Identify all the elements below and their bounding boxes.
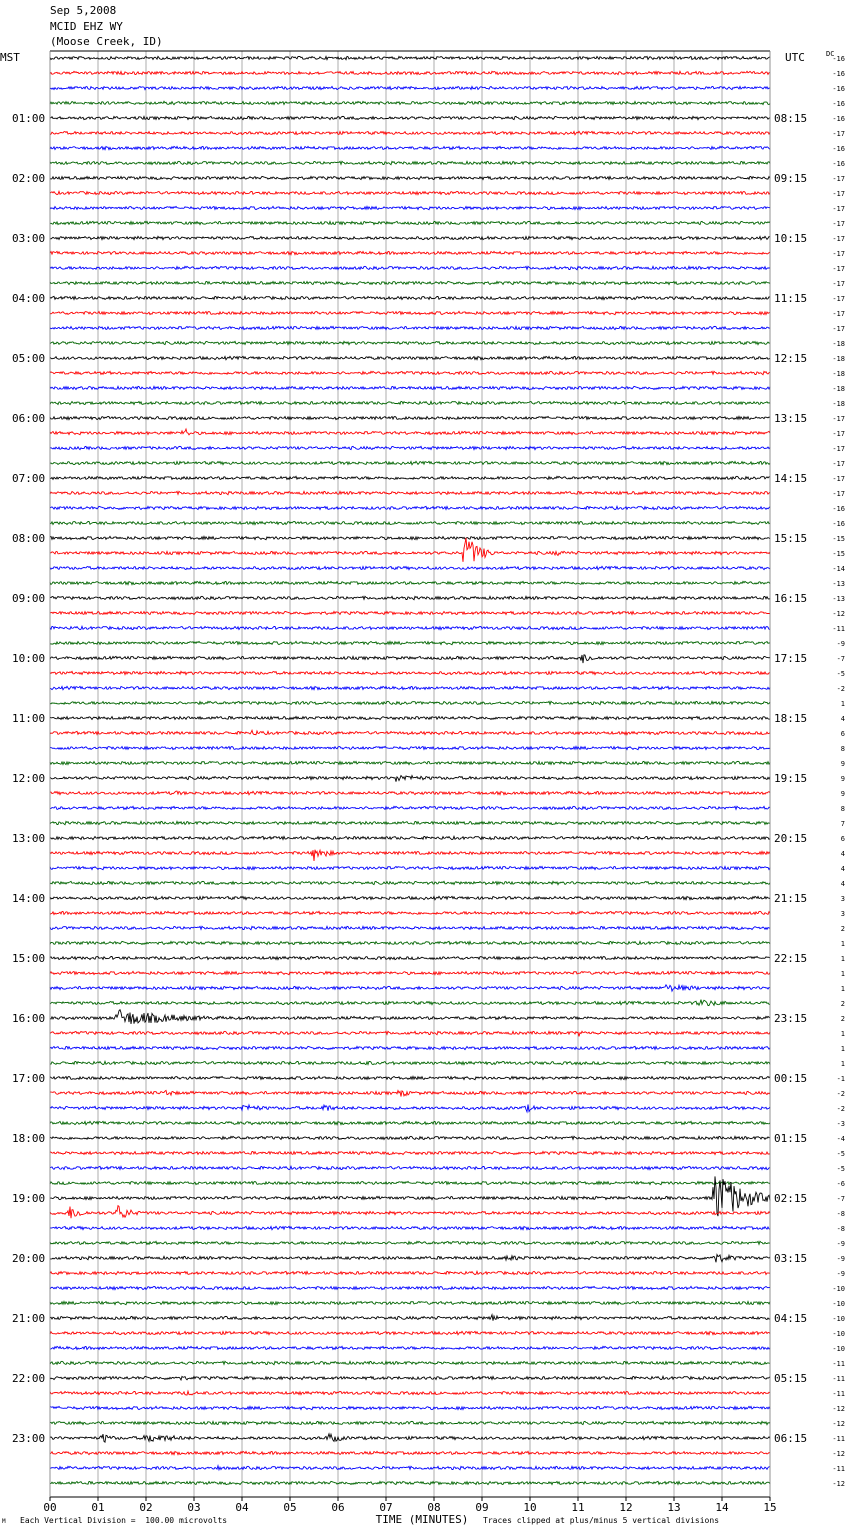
left-hour-label: 08:00: [12, 532, 46, 545]
dc-offset-label: -17: [832, 265, 845, 273]
dc-offset-label: -17: [832, 250, 845, 258]
seismic-trace: [50, 671, 770, 674]
dc-offset-label: -17: [832, 430, 845, 438]
dc-offset-label: 3: [840, 895, 845, 903]
right-hour-label: 06:15: [774, 1432, 808, 1445]
left-hour-label: 22:00: [12, 1372, 46, 1385]
dc-offset-label: -16: [832, 85, 845, 93]
station-location: (Moose Creek, ID): [50, 35, 163, 48]
x-tick-label: 04: [235, 1501, 249, 1514]
dc-offset-label: -14: [832, 565, 845, 573]
seismic-trace: [50, 416, 770, 419]
seismic-trace: [50, 1361, 770, 1364]
left-hour-label: 09:00: [12, 592, 46, 605]
dc-offset-label: 4: [840, 715, 845, 723]
x-tick-label: 14: [715, 1501, 729, 1514]
dc-offset-label: -12: [832, 1405, 845, 1413]
dc-offset-label: -9: [836, 1270, 845, 1278]
x-tick-label: 15: [763, 1501, 777, 1514]
dc-offset-label: 1: [840, 1060, 845, 1068]
seismic-trace: [50, 206, 770, 209]
dc-offset-label: -6: [836, 1180, 845, 1188]
scale-note: Each Vertical Division = 100.00 microvolts: [20, 1516, 228, 1525]
plot-date: Sep 5,2008: [50, 4, 117, 17]
seismic-trace: [50, 730, 770, 734]
left-hour-label: 05:00: [12, 352, 46, 365]
dc-offset-label: 9: [840, 760, 845, 768]
seismic-trace: [50, 161, 770, 164]
seismic-trace: [50, 1481, 770, 1484]
dc-offset-label: -11: [832, 1360, 845, 1368]
dc-offset-label: -16: [832, 115, 845, 123]
station-code: MCID EHZ WY: [50, 20, 123, 33]
seismic-trace: [50, 341, 770, 344]
left-hour-label: 07:00: [12, 472, 46, 485]
seismic-trace: [50, 1391, 770, 1395]
dc-offset-label: -2: [836, 685, 845, 693]
seismic-trace: [50, 1255, 770, 1263]
right-timezone-label: UTC: [785, 51, 805, 64]
seismic-trace: [50, 87, 770, 90]
seismic-trace: [50, 461, 770, 464]
dc-offset-label: -18: [832, 385, 845, 393]
clip-note: Traces clipped at plus/minus 5 vertical divisions: [483, 1516, 720, 1525]
dc-offset-label: -10: [832, 1330, 845, 1338]
seismic-trace: [50, 821, 770, 824]
dc-offset-label: 8: [840, 805, 845, 813]
seismic-trace: [50, 1271, 770, 1274]
seismic-trace: [50, 296, 770, 299]
seismic-trace: [50, 1000, 770, 1006]
seismic-trace: [50, 1151, 770, 1154]
seismic-trace: [50, 956, 770, 959]
dc-offset-label: 1: [840, 700, 845, 708]
seismic-trace: [50, 1451, 770, 1454]
axis-labels: [0, 50, 845, 1526]
dc-offset-label: -12: [832, 1480, 845, 1488]
dc-offset-label: -16: [832, 145, 845, 153]
dc-offset-label: -15: [832, 535, 845, 543]
right-hour-label: 16:15: [774, 592, 808, 605]
seismic-trace: [50, 641, 770, 644]
dc-offset-label: -17: [832, 130, 845, 138]
seismic-trace: [50, 686, 770, 689]
seismic-trace: [50, 776, 770, 782]
dc-offset-label: -18: [832, 340, 845, 348]
seismic-trace: [50, 1286, 770, 1289]
seismic-trace: [50, 491, 770, 494]
seismic-trace: [50, 506, 770, 509]
dc-offset-label: 4: [840, 850, 845, 858]
dc-offset-label: 9: [840, 790, 845, 798]
dc-offset-label: -17: [832, 220, 845, 228]
seismic-trace: [50, 1434, 770, 1442]
dc-offset-label: -12: [832, 1450, 845, 1458]
right-hour-label: 15:15: [774, 532, 808, 545]
seismic-trace: [50, 655, 770, 663]
x-tick-label: 02: [139, 1501, 153, 1514]
seismic-trace: [50, 1061, 770, 1064]
dc-offset-label: -17: [832, 175, 845, 183]
dc-offset-label: -16: [832, 55, 845, 63]
left-hour-label: 10:00: [12, 652, 46, 665]
right-hour-label: 19:15: [774, 772, 808, 785]
seismic-traces: [50, 56, 770, 1484]
dc-offset-label: -18: [832, 370, 845, 378]
seismic-trace: [50, 476, 770, 479]
seismic-trace: [50, 596, 770, 599]
seismic-trace: [50, 1181, 770, 1184]
right-hour-label: 12:15: [774, 352, 808, 365]
dc-offset-label: 1: [840, 1030, 845, 1038]
x-tick-label: 01: [91, 1501, 105, 1514]
left-hour-label: 13:00: [12, 832, 46, 845]
right-hour-label: 21:15: [774, 892, 808, 905]
seismic-trace: [50, 926, 770, 929]
dc-offset-label: 8: [840, 745, 845, 753]
left-hour-label: 23:00: [12, 1432, 46, 1445]
seismic-trace: [50, 1226, 770, 1229]
left-timezone-label: MST: [0, 51, 20, 64]
right-hour-label: 00:15: [774, 1072, 808, 1085]
seismic-trace: [50, 850, 770, 861]
seismic-trace: [50, 911, 770, 914]
dc-offset-label: -11: [832, 625, 845, 633]
dc-offset-label: 7: [840, 820, 845, 828]
dc-offset-label: 2: [840, 1015, 845, 1023]
seismic-trace: [50, 806, 770, 809]
x-tick-label: 03: [187, 1501, 201, 1514]
seismic-trace: [50, 1406, 770, 1409]
seismic-trace: [50, 1090, 770, 1096]
seismic-trace: [50, 896, 770, 899]
left-hour-label: 16:00: [12, 1012, 46, 1025]
dc-offset-label: -17: [832, 235, 845, 243]
seismic-trace: [50, 326, 770, 329]
dc-offset-label: -17: [832, 490, 845, 498]
seismic-trace: [50, 701, 770, 704]
dc-offset-label: -10: [832, 1300, 845, 1308]
dc-offset-label: 1: [840, 940, 845, 948]
seismic-trace: [50, 1315, 770, 1321]
seismic-trace: [50, 221, 770, 224]
seismic-trace: [50, 1301, 770, 1304]
dc-offset-label: 4: [840, 865, 845, 873]
dc-offset-label: -1: [836, 1075, 845, 1083]
seismic-trace: [50, 1331, 770, 1334]
seismic-trace: [50, 236, 770, 239]
right-hour-label: 10:15: [774, 232, 808, 245]
x-tick-label: 08: [427, 1501, 441, 1514]
dc-offset-label: 2: [840, 1000, 845, 1008]
dc-offset-label: -16: [832, 100, 845, 108]
seismic-trace: [50, 1121, 770, 1124]
right-hour-label: 04:15: [774, 1312, 808, 1325]
seismic-trace: [50, 266, 770, 269]
seismic-trace: [50, 581, 770, 584]
seismic-trace: [50, 941, 770, 944]
dc-offset-label: -12: [832, 610, 845, 618]
dc-offset-label: -9: [836, 640, 845, 648]
dc-offset-label: -11: [832, 1375, 845, 1383]
x-tick-label: 13: [667, 1501, 681, 1514]
left-hour-label: 14:00: [12, 892, 46, 905]
seismic-trace: [50, 191, 770, 194]
dc-offset-label: -17: [832, 445, 845, 453]
seismic-trace: [50, 866, 770, 869]
corner-mark: M: [2, 1518, 6, 1525]
seismic-trace: [50, 626, 770, 629]
seismic-trace: [50, 56, 770, 59]
seismic-trace: [50, 536, 770, 539]
seismic-trace: [50, 116, 770, 119]
seismic-trace: [50, 311, 770, 314]
seismic-trace: [50, 1031, 770, 1036]
seismic-trace: [50, 401, 770, 404]
dc-offset-label: 6: [840, 835, 845, 843]
dc-offset-label: -9: [836, 1240, 845, 1248]
dc-offset-label: -5: [836, 1150, 845, 1158]
left-hour-label: 03:00: [12, 232, 46, 245]
dc-offset-label: -16: [832, 505, 845, 513]
dc-offset-label: -3: [836, 1120, 845, 1128]
dc-offset-label: -10: [832, 1345, 845, 1353]
seismic-trace: [50, 985, 770, 991]
right-hour-label: 20:15: [774, 832, 808, 845]
seismic-trace: [50, 1010, 770, 1024]
dc-offset-label: -5: [836, 670, 845, 678]
right-hour-label: 01:15: [774, 1132, 808, 1145]
right-hour-label: 05:15: [774, 1372, 808, 1385]
left-hour-label: 11:00: [12, 712, 46, 725]
right-hour-label: 17:15: [774, 652, 808, 665]
seismic-trace: [50, 538, 770, 562]
seismic-trace: [50, 71, 770, 74]
seismic-trace: [50, 566, 770, 569]
dc-offset-label: -17: [832, 205, 845, 213]
right-hour-label: 08:15: [774, 112, 808, 125]
seismic-trace: [50, 146, 770, 149]
right-hour-label: 23:15: [774, 1012, 808, 1025]
dc-offset-label: -17: [832, 415, 845, 423]
dc-offset-label: -18: [832, 400, 845, 408]
left-hour-label: 19:00: [12, 1192, 46, 1205]
dc-offset-label: -17: [832, 280, 845, 288]
dc-offset-label: -12: [832, 1420, 845, 1428]
seismic-trace: [50, 371, 770, 374]
dc-offset-label: -13: [832, 595, 845, 603]
right-hour-label: 18:15: [774, 712, 808, 725]
seismic-trace: [50, 1206, 770, 1219]
seismic-trace: [50, 356, 770, 359]
seismic-trace: [50, 791, 770, 795]
dc-offset-label: -17: [832, 460, 845, 468]
seismic-trace: [50, 1105, 770, 1112]
dc-offset-label: -8: [836, 1210, 845, 1218]
dc-offset-label: 9: [840, 775, 845, 783]
dc-offset-label: 1: [840, 985, 845, 993]
dc-offset-label: -2: [836, 1090, 845, 1098]
x-tick-label: 10: [523, 1501, 537, 1514]
dc-offset-label: -18: [832, 355, 845, 363]
right-hour-label: 02:15: [774, 1192, 808, 1205]
x-tick-label: 06: [331, 1501, 345, 1514]
dc-offset-label: 1: [840, 970, 845, 978]
dc-offset-label: -17: [832, 190, 845, 198]
seismic-trace: [50, 1166, 770, 1169]
seismic-trace: [50, 521, 770, 524]
x-tick-label: 07: [379, 1501, 393, 1514]
seismic-trace: [50, 281, 770, 284]
seismic-trace: [50, 1076, 770, 1079]
left-hour-label: 18:00: [12, 1132, 46, 1145]
dc-offset-label: -17: [832, 295, 845, 303]
dc-offset-label: -11: [832, 1435, 845, 1443]
seismic-trace: [50, 251, 770, 254]
left-hour-label: 17:00: [12, 1072, 46, 1085]
dc-offset-label: 3: [840, 910, 845, 918]
seismic-trace: [50, 971, 770, 974]
seismic-trace: [50, 386, 770, 389]
left-hour-label: 04:00: [12, 292, 46, 305]
seismic-trace: [50, 1466, 770, 1470]
left-hour-label: 02:00: [12, 172, 46, 185]
dc-offset-label: 1: [840, 1045, 845, 1053]
left-hour-label: 01:00: [12, 112, 46, 125]
right-hour-label: 03:15: [774, 1252, 808, 1265]
dc-offset-label: -10: [832, 1315, 845, 1323]
x-tick-label: 09: [475, 1501, 489, 1514]
seismic-trace: [50, 429, 770, 435]
dc-offset-label: -7: [836, 655, 845, 663]
left-hour-label: 21:00: [12, 1312, 46, 1325]
seismic-trace: [50, 446, 770, 449]
dc-offset-label: -7: [836, 1195, 845, 1203]
dc-offset-label: -4: [836, 1135, 845, 1143]
seismic-trace: [50, 176, 770, 179]
x-tick-label: 05: [283, 1501, 297, 1514]
dc-offset-label: -13: [832, 580, 845, 588]
seismic-trace: [50, 716, 770, 719]
dc-offset-label: -17: [832, 325, 845, 333]
x-tick-label: 12: [619, 1501, 633, 1514]
seismic-trace: [50, 1376, 770, 1380]
seismic-trace: [50, 1136, 770, 1139]
dc-offset-label: -11: [832, 1390, 845, 1398]
seismic-trace: [50, 131, 770, 134]
right-hour-label: 11:15: [774, 292, 808, 305]
dc-offset-label: -10: [832, 1285, 845, 1293]
dc-offset-label: -16: [832, 520, 845, 528]
x-tick-label: 00: [43, 1501, 57, 1514]
seismic-trace: [50, 881, 770, 884]
left-hour-label: 12:00: [12, 772, 46, 785]
dc-offset-label: -16: [832, 160, 845, 168]
dc-offset-label: -15: [832, 550, 845, 558]
dc-offset-label: -16: [832, 70, 845, 78]
seismic-trace: [50, 836, 770, 839]
right-hour-label: 13:15: [774, 412, 808, 425]
seismic-trace: [50, 1421, 770, 1424]
dc-offset-label: -11: [832, 1465, 845, 1473]
dc-offset-label: 4: [840, 880, 845, 888]
seismic-trace: [50, 746, 770, 749]
seismic-trace: [50, 611, 770, 614]
dc-offset-label: 6: [840, 730, 845, 738]
dc-offset-label: -17: [832, 475, 845, 483]
dc-label: DC: [826, 50, 835, 58]
seismic-trace: [50, 1346, 770, 1349]
dc-offset-label: -2: [836, 1105, 845, 1113]
left-hour-label: 15:00: [12, 952, 46, 965]
right-hour-label: 22:15: [774, 952, 808, 965]
dc-offset-label: -8: [836, 1225, 845, 1233]
dc-offset-label: -17: [832, 310, 845, 318]
right-hour-label: 14:15: [774, 472, 808, 485]
right-hour-label: 09:15: [774, 172, 808, 185]
dc-offset-label: -5: [836, 1165, 845, 1173]
dc-offset-label: 1: [840, 955, 845, 963]
x-tick-label: 11: [571, 1501, 585, 1514]
left-hour-label: 20:00: [12, 1252, 46, 1265]
seismic-trace: [50, 1241, 770, 1244]
dc-offset-label: -9: [836, 1255, 845, 1263]
left-hour-label: 06:00: [12, 412, 46, 425]
seismic-trace: [50, 761, 770, 764]
seismic-trace: [50, 1046, 770, 1049]
x-axis-label: TIME (MINUTES): [375, 1513, 469, 1526]
dc-offset-label: 2: [840, 925, 845, 933]
seismic-trace: [50, 101, 770, 104]
